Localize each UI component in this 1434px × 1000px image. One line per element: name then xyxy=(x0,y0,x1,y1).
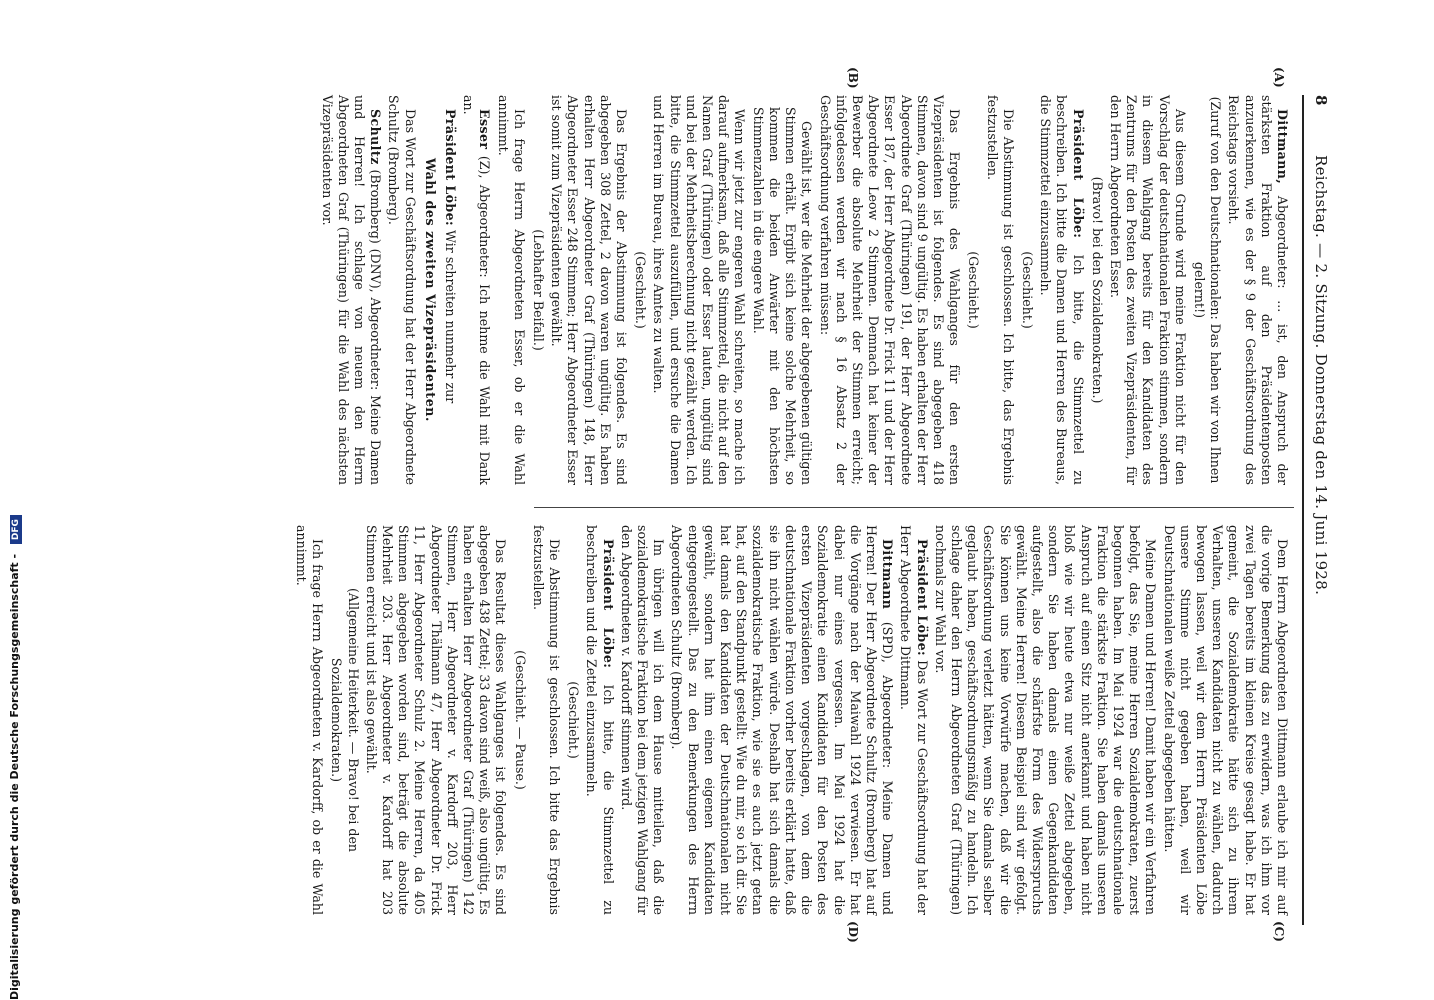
speech-text: Meine Damen und Herren! Der Herr Abgeordnete Schultz (Bromberg) hat auf die Vorgänge nach der Maiwahl 1924 verwiesen. Er hat dabei nur eines vergessen. Im Mai 1924 hat die Sozialdemokratie einen Kandidaten für den Posten des ersten Vizepräsidenten vorgeschlagen, von dem die deutschnationale Fraktion vorher bereits erklärt hatte, daß sie ihn nicht wählen würde. Deshalb hat sich damals die sozialdemokratische Fraktion, wie sie es auch jetzt getan hat, auf den Standpunkt gestellt: Wie du mir, so ich dir. Sie hat damals den Kandidaten der Deutschnationalen nicht gewählt, sondern hat ihm einen eigenen Kandidaten entgegengestellt. Das zu den Bemerkungen des Herrn Abgeordneten Schultz (Bromberg). xyxy=(669,525,896,915)
header-rule xyxy=(1302,95,1304,925)
agenda-heading: Wahl des zweiten Vizepräsidenten. xyxy=(422,157,438,423)
speaker-name: Präsident Löbe: xyxy=(1070,109,1086,239)
speech-paragraph xyxy=(583,525,615,915)
column-divider xyxy=(534,507,1294,508)
stage-direction: (Lebhafter Beifall.) xyxy=(531,229,547,351)
stage-direction: (Geschieht.) xyxy=(633,251,649,329)
speaker-role: (SPD), Abgeordneter: xyxy=(880,609,896,769)
body-paragraph: Das Wort zur Geschäftsordnung hat der Herr Abgeordnete Schultz (Bromberg). xyxy=(386,95,418,485)
body-paragraph: Die Abstimmung ist geschlossen. Ich bitte, das Ergebnis festzustellen. xyxy=(984,95,1016,485)
page-header xyxy=(1308,95,1330,925)
stage-direction: (Geschieht.) xyxy=(566,681,582,759)
speech-text: Ich bitte, die Stimmzettel zu beschreiben und die Zettel einzusammeln. xyxy=(584,525,616,915)
speech-paragraph xyxy=(1225,95,1290,485)
speech-paragraph xyxy=(460,95,492,485)
speech-text: Ich nehme die Wahl mit Dank an. xyxy=(461,95,493,485)
stage-direction: (Geschieht.) xyxy=(1019,251,1035,329)
speech-text: Ich bitte, die Stimmzettel zu beschreiben. Ich bitte die Damen und Herren des Bureaus, die Stimmzettel einzusammeln. xyxy=(1038,95,1086,485)
margin-mark-b: (B) xyxy=(846,67,860,89)
speaker-name: Präsident Löbe: xyxy=(600,539,616,669)
body-paragraph: Das Ergebnis des Wahlganges für den ersten Vizepräsidenten ist folgendes. Es sind abgegeben 418 Stimmen, davon sind 9 ungültig. Es haben erhalten der Herr Abgeordnete Graf (Thüringen) 191, der Herr Abgeordnete Esser 187, der Herr Abgeordnete Dr. Frick 11 und der Herr Abgeordnete Leow 2 Stimmen. Demnach hat keiner der Bewerber die absolute Mehrheit der Stimmen erreicht; infolgedessen werden wir nach § 16 Absatz 2 der Geschäftsordnung verfahren müssen: xyxy=(817,95,963,485)
margin-mark-c: (C) xyxy=(1272,921,1286,942)
speaker-name: Dittmann, xyxy=(1275,109,1290,185)
body-paragraph: Ich frage Herrn Abgeordneten Esser, ob er die Wahl annimmt. xyxy=(495,95,527,485)
speech-text: ... ist, den Anspruch der stärksten Fraktion auf den Präsidentenposten anzuerkennen, wie es der § 9 der Geschäftsordnung des Reichstags vorsieht. xyxy=(1226,95,1290,485)
stage-direction: (Geschieht.) xyxy=(966,251,982,329)
rotated-page xyxy=(120,67,1330,943)
margin-mark-a: (A) xyxy=(1272,67,1286,88)
speaker-role: (Bromberg) (DNV), Abgeordneter: xyxy=(368,164,384,391)
right-column xyxy=(291,525,1290,915)
body-paragraph: Ich frage Herrn Abgeordneten v. Kardorff, ob er die Wahl annimmt. xyxy=(294,525,326,915)
speaker-role: Abgeordneter: xyxy=(1275,184,1290,289)
dfg-logo: DFG xyxy=(10,515,22,544)
speech-text: Meine Damen und Herren! Ich schlage von neuem den Herrn Abgeordneten Graf (Thüringen) für die Wahl des nächsten Vizepräsidenten vor. xyxy=(319,95,384,485)
body-paragraph: Meine Damen und Herren! Damit haben wir ein Verfahren befolgt, das Sie, meine Herren Sozialdemokraten, zuerst begonnen haben. Im Mai 1924 war die deutschnationale Fraktion die stärkste Fraktion. Sie haben damals unseren Anspruch auf einen Sitz nicht anerkannt und haben nicht bloß wie wir heute etwa nur weiße Zettel abgegeben, sondern Sie haben damals einen Gegenkandidaten aufgestellt, also die schärfste Form des Widerspruchs gewählt. Meine Herren! Diesem Beispiel sind wir gefolgt. Sie können uns keine Vorwürfe machen, daß wir die Geschäftsordnung verletzt hätten, wenn Sie damals selber geglaubt haben, geschäftsordnungsmäßig zu handeln. Ich schlage daher den Herrn Abgeordneten Graf (Thüringen) nochmals zur Wahl vor. xyxy=(932,525,1159,915)
speech-paragraph xyxy=(1037,95,1086,485)
running-title: Reichstag. — 2. Sitzung. Donnerstag den 14. Juni 1928. xyxy=(1312,155,1330,596)
left-column xyxy=(316,95,1290,485)
speech-paragraph xyxy=(318,95,383,485)
speech-paragraph xyxy=(442,95,458,485)
speech-paragraph xyxy=(897,525,929,915)
body-paragraph: Im übrigen will ich dem Hause mitteilen, daß die sozialdemokratische Fraktion bei dem jetzigen Wahlgang für den Abgeordneten v. Kardorff stimmen wird. xyxy=(618,525,667,915)
digitization-note-text: Digitalisierung gefördert durch die Deutsche Forschungsgemeinschaft - xyxy=(8,553,21,1000)
stage-direction: (Geschieht. — Pause.) xyxy=(512,650,528,790)
speech-paragraph xyxy=(668,525,895,915)
page-sheet xyxy=(120,67,1330,943)
speaker-name: Präsident Löbe: xyxy=(914,539,930,657)
speaker-name: Dittmann xyxy=(880,539,896,610)
margin-mark-d: (D) xyxy=(846,921,860,943)
digitization-note xyxy=(8,0,28,1000)
body-paragraph: Das Ergebnis der Abstimmung ist folgendes. Es sind abgegeben 308 Zettel, 2 davon waren ungültig. Es haben erhalten Herr Abgeordneter Graf (Thüringen) 148, Herr Abgeordneter Esser 248 Stimmen; Herr Abgeordneter Esser ist somit zum Vizepräsidenten gewählt. xyxy=(549,95,630,485)
speech-text: Wir schreiten nunmehr zur xyxy=(443,226,459,404)
body-paragraph: Dem Herrn Abgeordneten Dittmann erlaube ich mir auf die vorige Bemerkung das zu erwidern, was ich ihm vor zwei Tagen bereits im kleinen Kreise gesagt habe. Er hat gemeint, die Sozialdemokratie hätte sich zu ihrem Verhalten, unseren Kandidaten nicht zu wählen, dadurch bewogen lassen, weil wir dem Herrn Präsidenten Löbe unsere Stimme nicht gegeben haben, weil wir Deutschnationalen weiße Zettel abgegeben hätten. xyxy=(1161,525,1290,915)
body-paragraph: Das Resultat dieses Wahlganges ist folgendes. Es sind abgegeben 438 Zettel; 33 davon sind weiß, also ungültig. Es haben erhalten Herr Abgeordneter Graf (Thüringen) 142 Stimmen, Herr Abgeordneter v. Kardorff 203, Herr Abgeordneter Thälmann 47, Herr Abgeordneter Dr. Frick 11, Herr Abgeordneter Schulz 2. Meine Herren, da 405 Stimmen abgegeben worden sind, beträgt die absolute Mehrheit 203. Herr Abgeordneter v. Kardorff hat 203 Stimmen erreicht und ist also gewählt. xyxy=(363,525,509,915)
speaker-role: (Z), Abgeordneter: xyxy=(477,149,493,278)
speech-text: Das Wort zur Geschäftsordnung hat der Herr Abgeordnete Dittmann. xyxy=(898,525,930,915)
page-number: 8 xyxy=(1312,95,1330,106)
stage-direction: (Allgemeine Heiterkeit. — Bravo! bei den Sozialdemokraten.) xyxy=(329,587,361,853)
body-paragraph: Die Abstimmung ist geschlossen. Ich bitte das Ergebnis festzustellen. xyxy=(530,525,563,915)
stage-direction: (Bravo! bei den Sozialdemokraten.) xyxy=(1089,176,1105,404)
stage-direction: (Zuruf von den Deutschnationalen: Das haben wir von Ihnen gelernt!) xyxy=(1191,96,1224,484)
speaker-name: Präsident Löbe: xyxy=(443,109,459,227)
speaker-name: Schultz xyxy=(368,109,384,165)
body-paragraph: Wenn wir jetzt zur engeren Wahl schreiten, so mache ich darauf aufmerksam, daß alle Stimmzettel, die nicht auf den Namen Graf (Thüringen) oder Esser lauten, ungültig sind und bei der Mehrheitsberechnung nicht gezählt werden. Ich bitte, die Stimmzettel auszufüllen, und ersuche die Damen und Herren im Bureau, ihres Amtes zu walten. xyxy=(651,95,748,485)
speaker-name: Esser xyxy=(477,109,493,150)
body-paragraph: Aus diesem Grunde wird meine Fraktion nicht für den Vorschlag der deutschnationalen Fraktion stimmen, sondern in diesem Wahlgang bereits für den Kandidaten des Zentrums für den Posten des zweiten Vizepräsidenten, für den Herrn Abgeordneten Esser. xyxy=(1107,95,1188,485)
quoted-rule: Gewählt ist, wer die Mehrheit der abgegebenen gültigen Stimmen erhält. Ergibt sich keine solche Mehrheit, so kommen die beiden Anwärter mit den höchsten Stimmenzahlen in die engere Wahl. xyxy=(750,107,815,485)
